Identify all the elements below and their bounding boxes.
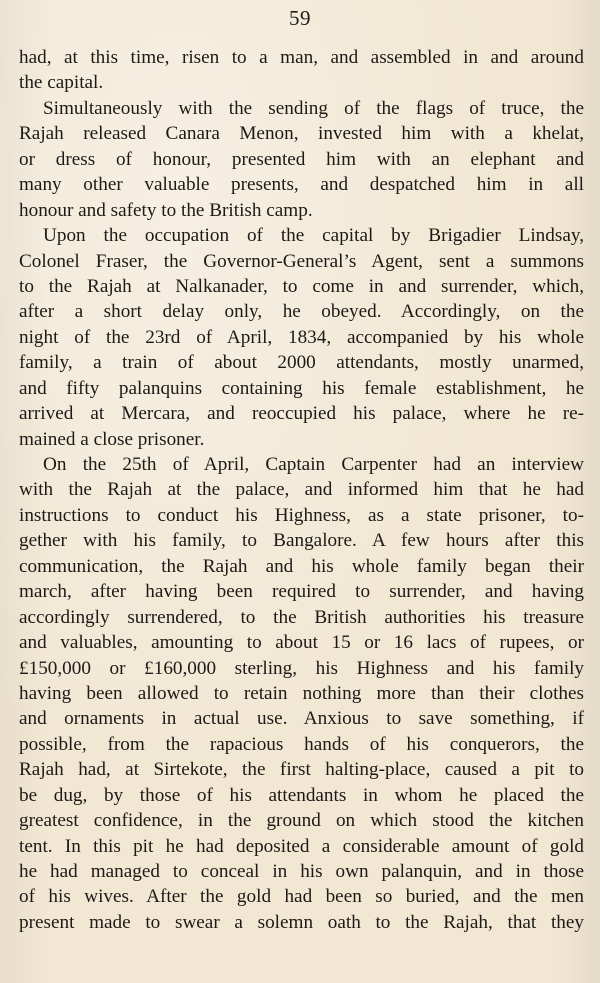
text-line: Colonel Fraser, the Governor-General’s Agent, sent a summons	[19, 250, 584, 272]
text-line: and valuables, amounting to about 15 or 16 lacs of rupees, or	[19, 632, 584, 654]
text-line: having been allowed to retain nothing more than their clothes	[19, 682, 584, 704]
text-line: night of the 23rd of April, 1834, accompanied by his whole	[19, 326, 584, 348]
text-line: the capital.	[19, 72, 104, 94]
text-line: possible, from the rapacious hands of his conquerors, the	[19, 733, 584, 755]
text-line: Upon the occupation of the capital by Brigadier Lindsay,	[43, 225, 584, 247]
text-line: accordingly surrendered, to the British authorities his treasure	[19, 606, 584, 628]
text-line: Simultaneously with the sending of the flags of truce, the	[43, 97, 584, 119]
text-line: had, at this time, risen to a man, and assembled in and around	[19, 47, 584, 68]
text-line: Rajah had, at Sirtekote, the first halting-place, caused a pit to	[19, 759, 584, 781]
text-line: £150,000 or £160,000 sterling, his Highness and his family	[19, 657, 584, 679]
text-line: greatest confidence, in the ground on which stood the kitchen	[19, 810, 584, 832]
text-line: arrived at Mercara, and reoccupied his palace, where he re-	[19, 403, 584, 425]
text-line: honour and safety to the British camp.	[19, 199, 313, 221]
text-line: gether with his family, to Bangalore. A few hours after this	[19, 530, 584, 552]
text-line: tent. In this pit he had deposited a considerable amount of gold	[19, 835, 584, 857]
text-line: and fifty palanquins containing his female establishment, he	[19, 377, 584, 399]
text-line: march, after having been required to surrender, and having	[19, 581, 584, 603]
page-number: 59	[289, 6, 311, 30]
text-line: to the Rajah at Nalkanader, to come in and surrender, which,	[19, 275, 584, 297]
text-line: be dug, by those of his attendants in whom he placed the	[19, 784, 584, 806]
text-line: after a short delay only, he obeyed. Accordingly, on the	[19, 301, 584, 323]
text-line: with the Rajah at the palace, and informed him that he had	[19, 479, 584, 501]
text-line: he had managed to conceal in his own palanquin, and in those	[19, 861, 584, 882]
text-line: and ornaments in actual use. Anxious to save something, if	[19, 708, 584, 730]
text-line: communication, the Rajah and his whole family began their	[19, 555, 584, 577]
text-line: many other valuable presents, and despatched him in all	[19, 174, 584, 196]
text-line: Rajah released Canara Menon, invested him with a khelat,	[19, 123, 584, 145]
text-line: present made to swear a solemn oath to the Rajah, that they	[19, 911, 584, 933]
text-line: instructions to conduct his Highness, as a state prisoner, to-	[19, 504, 584, 526]
text-line: On the 25th of April, Captain Carpenter had an interview	[43, 454, 584, 475]
text-line: or dress of honour, presented him with an elephant and	[19, 148, 584, 170]
text-line: mained a close prisoner.	[19, 428, 205, 450]
text-line: of his wives. After the gold had been so buried, and the men	[19, 886, 584, 908]
body-text	[19, 45, 584, 935]
text-line: family, a train of about 2000 attendants, mostly unarmed,	[19, 352, 584, 374]
